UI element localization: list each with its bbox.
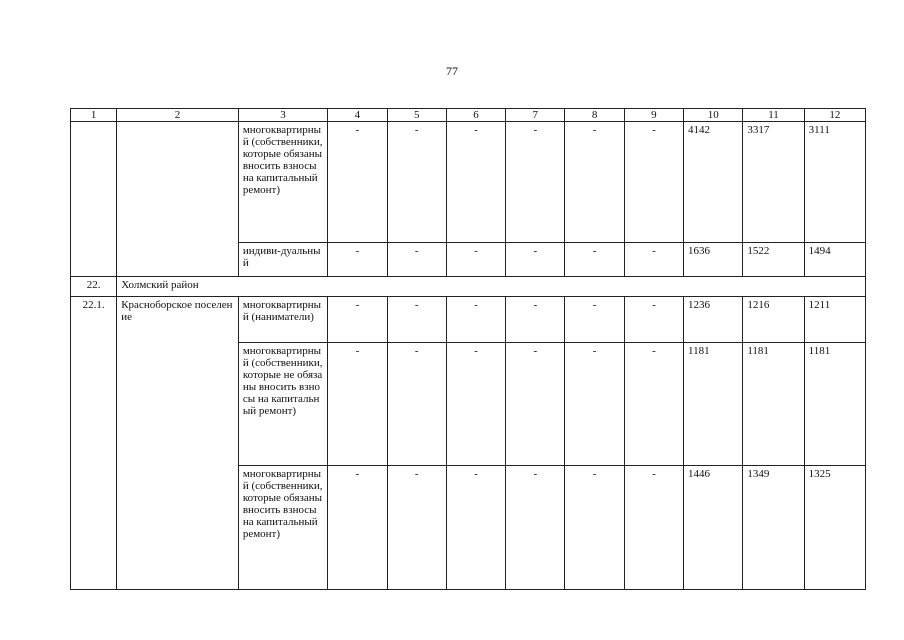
row-number-cell: 22. — [71, 277, 117, 297]
value-cell: 1181 — [684, 343, 743, 466]
table-row — [71, 122, 866, 243]
value-cell: - — [328, 243, 387, 277]
value-cell: - — [624, 297, 683, 343]
value-cell: - — [624, 343, 683, 466]
value-cell: - — [328, 466, 387, 590]
value-cell: 1349 — [743, 466, 804, 590]
value-cell: - — [446, 343, 505, 466]
value-cell: - — [387, 243, 446, 277]
housing-type-cell: многоквартирный (собственники, которые обязаны вносить взносы на капитальный ремонт) — [238, 466, 327, 590]
section-row — [71, 277, 866, 297]
value-cell: - — [506, 343, 565, 466]
header-cell: 4 — [328, 109, 387, 122]
value-cell: 1236 — [684, 297, 743, 343]
value-cell: - — [624, 122, 683, 243]
value-cell: - — [446, 243, 505, 277]
value-cell: - — [387, 122, 446, 243]
value-cell: 1636 — [684, 243, 743, 277]
header-cell: 10 — [684, 109, 743, 122]
header-cell: 5 — [387, 109, 446, 122]
value-cell: 1325 — [804, 466, 865, 590]
row-number-cell — [71, 122, 117, 277]
table-row — [71, 297, 866, 343]
value-cell: - — [565, 243, 624, 277]
value-cell: - — [328, 343, 387, 466]
value-cell: - — [446, 122, 505, 243]
municipality-cell — [117, 122, 239, 277]
value-cell: - — [565, 466, 624, 590]
row-number-cell: 22.1. — [71, 297, 117, 590]
value-cell: - — [506, 466, 565, 590]
value-cell: 1181 — [804, 343, 865, 466]
value-cell: - — [328, 297, 387, 343]
header-cell: 12 — [804, 109, 865, 122]
value-cell: - — [506, 122, 565, 243]
value-cell: 1522 — [743, 243, 804, 277]
value-cell: - — [624, 466, 683, 590]
value-cell: - — [387, 466, 446, 590]
value-cell: - — [565, 343, 624, 466]
header-cell: 11 — [743, 109, 804, 122]
value-cell: 3317 — [743, 122, 804, 243]
housing-type-cell: многоквартирный (наниматели) — [238, 297, 327, 343]
value-cell: - — [565, 297, 624, 343]
value-cell: 1216 — [743, 297, 804, 343]
value-cell: - — [506, 243, 565, 277]
value-cell: - — [506, 297, 565, 343]
value-cell: 4142 — [684, 122, 743, 243]
value-cell: 1494 — [804, 243, 865, 277]
value-cell: - — [387, 343, 446, 466]
data-table — [70, 108, 866, 590]
housing-type-cell: многоквартирный (собственники, которые не обязаны вносить взносы на капитальный ремонт) — [238, 343, 327, 466]
header-cell: 8 — [565, 109, 624, 122]
value-cell: 1181 — [743, 343, 804, 466]
value-cell: 1211 — [804, 297, 865, 343]
section-title-cell: Холмский район — [117, 277, 866, 297]
housing-type-cell: многоквартирный (собственники, которые обязаны вносить взносы на капитальный ремонт) — [238, 122, 327, 243]
value-cell: - — [446, 297, 505, 343]
header-cell: 3 — [238, 109, 327, 122]
header-cell: 6 — [446, 109, 505, 122]
header-cell: 1 — [71, 109, 117, 122]
page-number: 77 — [446, 64, 458, 78]
municipality-cell: Красноборское поселение — [117, 297, 239, 590]
value-cell: - — [565, 122, 624, 243]
header-cell: 7 — [506, 109, 565, 122]
value-cell: - — [387, 297, 446, 343]
housing-type-cell: индиви-дуальный — [238, 243, 327, 277]
header-cell: 2 — [117, 109, 239, 122]
value-cell: - — [446, 466, 505, 590]
table-header-row — [71, 109, 866, 122]
value-cell: - — [328, 122, 387, 243]
value-cell: - — [624, 243, 683, 277]
value-cell: 3111 — [804, 122, 865, 243]
value-cell: 1446 — [684, 466, 743, 590]
header-cell: 9 — [624, 109, 683, 122]
